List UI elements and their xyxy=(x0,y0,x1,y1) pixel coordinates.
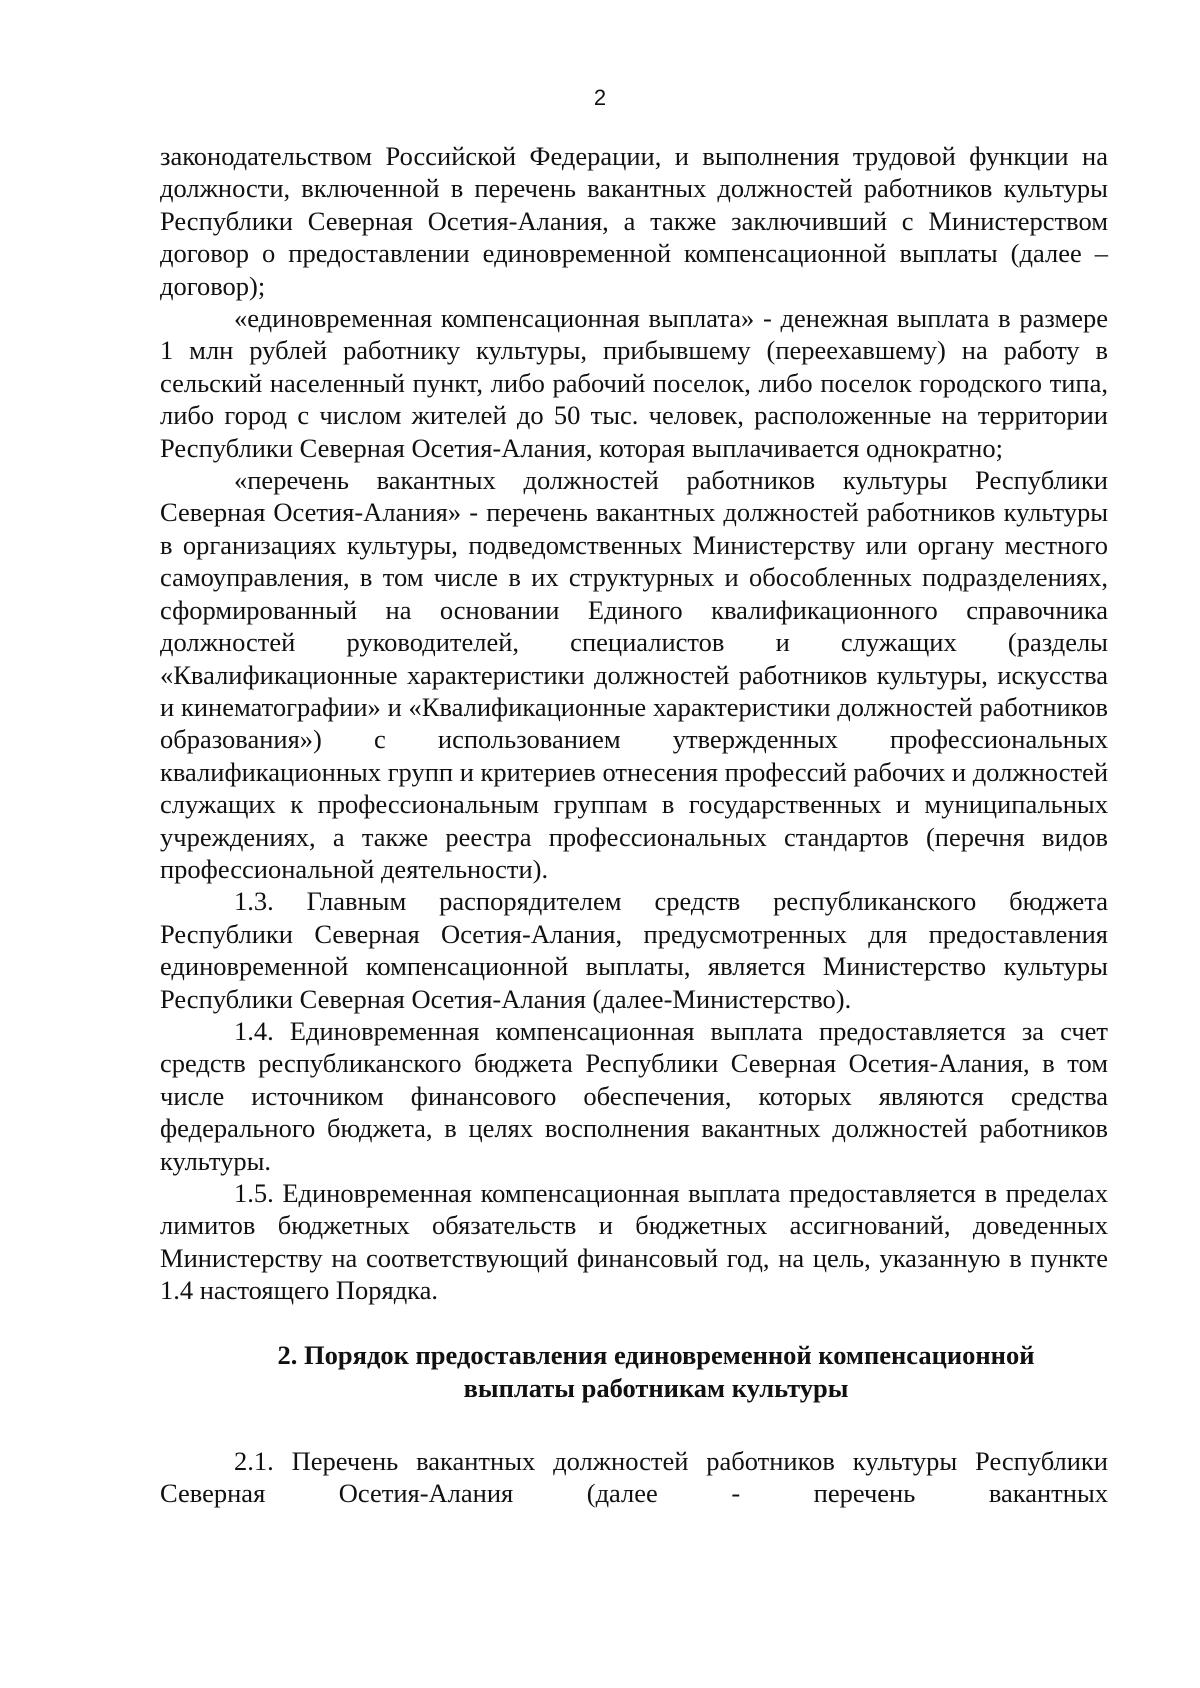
paragraph-1-5: 1.5. Единовременная компенсационная выплата предоставляется в пределах лимитов бюджетных обязательств и бюджетных ассигнований, доведенных Министерству на соответствующий финансовый год, на цель, указанную в пункте 1.4 настоящего Порядка. xyxy=(160,1178,1108,1306)
paragraph-continuation: законодательством Российской Федерации, и выполнения трудовой функции на должности, включенной в перечень вакантных должностей работников культуры Республики Северная Осетия-Алания, а также заключивший с Министерством договор о предоставлении единовременной компенсационной выплаты (далее – договор); xyxy=(160,141,1108,301)
section-heading: 2. Порядок предоставления единовременной компенсационной выплаты работникам культуры xyxy=(277,1339,1035,1403)
paragraph-1-4: 1.4. Единовременная компенсационная выплата предоставляется за счет средств республиканского бюджета Республики Северная Осетия-Алания, в том числе источником финансового обеспечения, которых являются средства федерального бюджета, в целях восполнения вакантных должностей работников культуры. xyxy=(160,1015,1108,1176)
paragraph-definition-vacancy-list: «перечень вакантных должностей работников культуры Республики Северная Осетия-Алания» - перечень вакантных должностей работников культуры в организациях культуры, подведомственных Министерству или органу местного самоуправления, в том числе в их структурных и обособленных подразделениях, сформированный на основании Единого квалификационного справочника должностей руководителей, специалистов и служащих (разделы «Квалификационные характеристики должностей работников культуры, искусства и кинематографии» и «Квалификационные характеристики должностей работников образования») с использованием утвержденных профессиональных квалификационных групп и критериев отнесения профессий рабочих и должностей служащих к профессиональным группам в государственных и муниципальных учреждениях, а также реестра профессиональных стандартов (перечня видов профессиональной деятельности). xyxy=(160,465,1108,884)
document-body xyxy=(160,140,1108,1509)
paragraph-definition-compensation: «единовременная компенсационная выплата» - денежная выплата в размере 1 млн рублей работнику культуры, прибывшему (переехавшему) на работу в сельский населенный пункт, либо рабочий поселок, либо поселок городского типа, либо город с числом жителей до 50 тыс. человек, расположенные на территории Республики Северная Осетия-Алания, которая выплачивается однократно; xyxy=(160,303,1108,463)
paragraph-1-3: 1.3. Главным распорядителем средств республиканского бюджета Республики Северная Осетия-Алания, предусмотренных для предоставления единовременной компенсационной выплаты, является Министерство культуры Республики Северная Осетия-Алания (далее-Министерство). xyxy=(160,886,1108,1014)
paragraph-2-1: 2.1. Перечень вакантных должностей работников культуры Республики Северная Осетия-Алания (далее - перечень вакантных xyxy=(160,1445,1108,1509)
page-number: 2 xyxy=(593,85,607,110)
